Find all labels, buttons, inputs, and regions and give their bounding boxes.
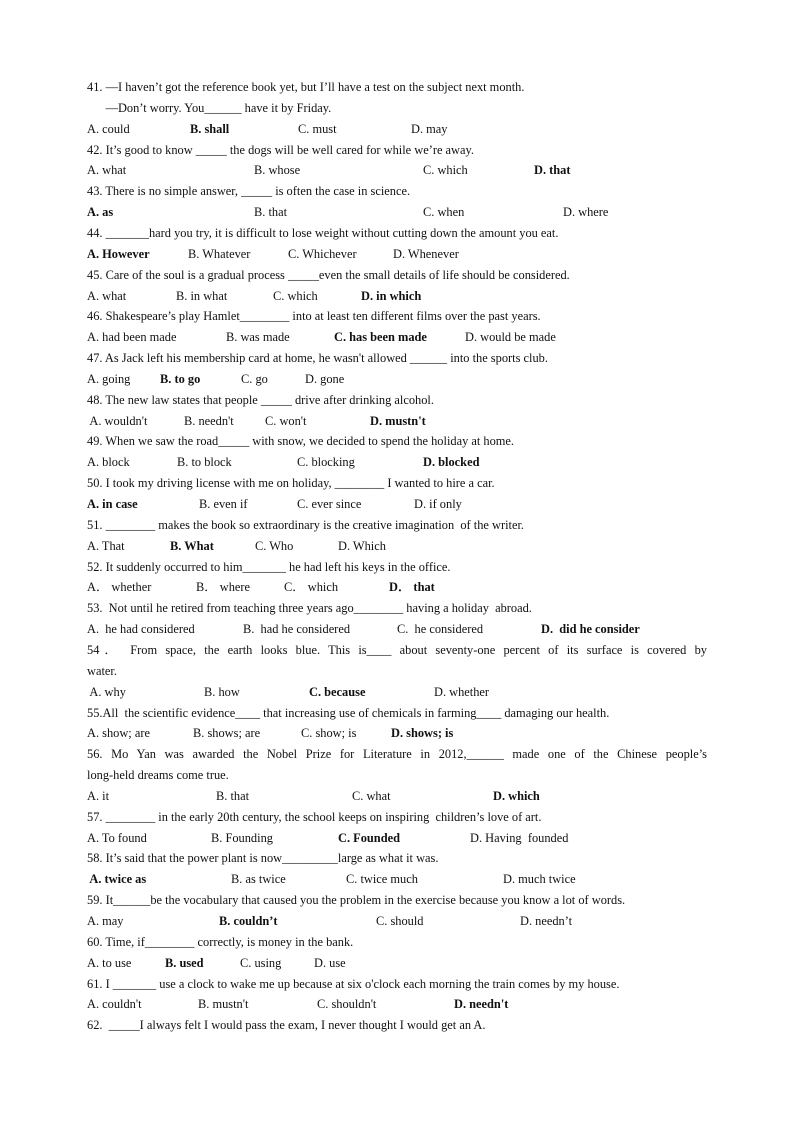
answer-option: A. To found	[87, 830, 147, 845]
answer-option: A． whether	[87, 580, 152, 595]
answer-option: C. should	[376, 914, 424, 928]
question-stem: 50. I took my driving license with me on holiday, ________ I wanted to hire a car.	[87, 476, 495, 491]
question-stem: 57. ________ in the early 20th century, the school keeps on inspiring children’s love of art.	[87, 809, 542, 824]
question-stem: 42. It’s good to know _____ the dogs will be well cared for while we’re away.	[87, 142, 474, 157]
answer-option-correct: D. shows; is	[391, 726, 454, 741]
answer-option-correct: C. because	[309, 684, 366, 699]
question-stem: 46. Shakespeare’s play Hamlet________ into at least ten different films over the past years.	[87, 309, 541, 324]
answer-option: A. may	[87, 914, 124, 928]
answer-option-correct: A. as	[87, 205, 114, 220]
answer-option: C． which	[284, 580, 339, 595]
answer-option: C. blocking	[297, 455, 355, 470]
answer-option: A. show; are	[87, 726, 150, 741]
answer-option-correct: B. to go	[160, 371, 201, 386]
answer-option: A. going	[87, 371, 131, 386]
question-stem: 55.All the scientific evidence____ that increasing use of chemicals in farming____ damaging our health.	[87, 705, 610, 720]
answer-option-correct: B. couldn’t	[219, 914, 278, 928]
answer-option: A. what	[87, 288, 127, 303]
question-stem: 56. Mo Yan was awarded the Nobel Prize for Literature in 2012,______ made one of the Chinese people’s	[87, 747, 707, 762]
question-stem: 43. There is no simple answer, _____ is often the case in science.	[87, 184, 411, 199]
answer-option-correct: D. needn't	[454, 997, 509, 1012]
answer-option: B． where	[196, 580, 251, 595]
question-stem: 58. It’s said that the power plant is now_________large as what it was.	[87, 851, 439, 866]
answer-option-correct: D． that	[389, 580, 435, 595]
answer-option-correct: D. which	[493, 788, 540, 803]
question-stem: 41. —I haven’t got the reference book yet, but I’ll have a test on the subject next month.	[87, 80, 525, 94]
answer-option: D. would be made	[465, 330, 556, 345]
answer-option: D. Which	[338, 538, 386, 553]
answer-option-correct: A. However	[87, 246, 150, 261]
question-stem: 45. Care of the soul is a gradual process _____even the small details of life should be considered.	[87, 267, 570, 282]
answer-option: B. to block	[177, 455, 232, 470]
question-stem: 51. ________ makes the book so extraordinary is the creative imagination of the writer.	[87, 517, 524, 532]
answer-option: D. needn’t	[520, 914, 573, 928]
question-stem-continued: —Don’t worry. You______ have it by Friday.	[87, 100, 332, 115]
answer-option: B. even if	[199, 497, 248, 511]
answer-option: B. as twice	[231, 872, 286, 887]
answer-option: A. why	[87, 684, 126, 699]
question-stem: 49. When we saw the road_____ with snow, we decided to spend the holiday at home.	[87, 434, 515, 449]
answer-option: C. ever since	[297, 497, 362, 511]
answer-option: C. must	[298, 121, 337, 136]
question-stem: 47. As Jack left his membership card at home, he wasn't allowed ______ into the sports club.	[87, 351, 548, 366]
answer-option: C. Who	[255, 538, 294, 553]
question-stem-continued: long-held dreams come true.	[87, 768, 229, 783]
question-stem: 44. _______hard you try, it is difficult to lose weight without cutting down the amount you eat.	[87, 225, 559, 240]
question-stem-continued: water.	[87, 663, 117, 678]
answer-option-correct: D. did he consider	[541, 622, 640, 637]
answer-option-correct: C. Founded	[338, 830, 400, 845]
answer-option-correct: A. twice as	[87, 872, 147, 887]
answer-option: C. using	[240, 955, 282, 970]
answer-option: D. gone	[305, 371, 345, 386]
answer-option: C. which	[273, 288, 318, 303]
answer-option: B. Whatever	[188, 246, 251, 261]
answer-option: B. mustn't	[198, 997, 249, 1012]
answer-option: C. he considered	[397, 622, 484, 637]
answer-option: D. if only	[414, 497, 462, 511]
answer-option-correct: D. mustn't	[370, 413, 426, 428]
answer-option: A. wouldn't	[87, 413, 148, 428]
question-stem: 48. The new law states that people _____ drive after drinking alcohol.	[87, 392, 434, 407]
answer-option: C. shouldn't	[317, 997, 377, 1012]
answer-option-correct: A. in case	[87, 497, 138, 511]
answer-option: D. whether	[434, 684, 490, 699]
answer-option: A. That	[87, 538, 125, 553]
answer-option: C. go	[241, 371, 268, 386]
answer-option: D. much twice	[503, 872, 576, 887]
answer-option-correct: B. What	[170, 538, 214, 553]
answer-option-correct: C. has been made	[334, 330, 427, 345]
answer-option: C. Whichever	[288, 246, 357, 261]
answer-option: C. what	[352, 788, 391, 803]
answer-option: A. it	[87, 788, 110, 803]
answer-option: A. couldn't	[87, 997, 142, 1012]
answer-option-correct: B. shall	[190, 121, 230, 136]
answer-option-correct: B. used	[165, 955, 204, 970]
answer-option-correct: D. in which	[361, 288, 422, 303]
answer-option: C. twice much	[346, 872, 418, 887]
question-stem: 52. It suddenly occurred to him_______ he had left his keys in the office.	[87, 559, 451, 574]
answer-option: C. show; is	[301, 726, 357, 741]
answer-option: A. he had considered	[87, 622, 195, 637]
answer-option: D. Having founded	[470, 830, 569, 845]
answer-option: A. to use	[87, 955, 132, 970]
answer-option: C. won't	[265, 413, 307, 428]
answer-option: C. when	[423, 205, 465, 220]
answer-option: B. shows; are	[193, 726, 261, 741]
answer-option: A. block	[87, 455, 130, 470]
answer-option-correct: D. that	[534, 163, 571, 178]
answer-option: B. how	[204, 684, 240, 699]
answer-option-correct: D. blocked	[423, 455, 480, 470]
answer-option: D. where	[563, 205, 609, 220]
question-stem: 62. _____I always felt I would pass the exam, I never thought I would get an A.	[87, 1018, 486, 1033]
question-stem: 54． From space, the earth looks blue. This is____ about seventy-one percent of its surface is covered by	[87, 642, 707, 657]
answer-option: D. use	[314, 955, 346, 970]
answer-option: B. had he considered	[243, 622, 351, 637]
question-stem: 59. It______be the vocabulary that caused you the problem in the exercise because you know a lot of words.	[87, 893, 626, 908]
answer-option: D. Whenever	[393, 246, 459, 261]
answer-option: A. could	[87, 121, 130, 136]
answer-option: B. was made	[226, 330, 290, 345]
answer-option: D. may	[411, 121, 448, 136]
question-stem: 60. Time, if________ correctly, is money in the bank.	[87, 934, 354, 949]
question-stem: 61. I _______ use a clock to wake me up because at six o'clock each morning the train comes by my house.	[87, 976, 620, 991]
answer-option: B. in what	[176, 288, 228, 303]
answer-option: C. which	[423, 163, 468, 178]
answer-option: B. whose	[254, 163, 301, 178]
answer-option: B. Founding	[211, 830, 273, 845]
answer-option: B. needn't	[184, 413, 234, 428]
answer-option: B. that	[254, 205, 288, 220]
question-stem: 53. Not until he retired from teaching three years ago________ having a holiday abroad.	[87, 601, 532, 616]
answer-option: A. what	[87, 163, 127, 178]
answer-option: A. had been made	[87, 330, 177, 345]
answer-option: B. that	[216, 788, 250, 803]
